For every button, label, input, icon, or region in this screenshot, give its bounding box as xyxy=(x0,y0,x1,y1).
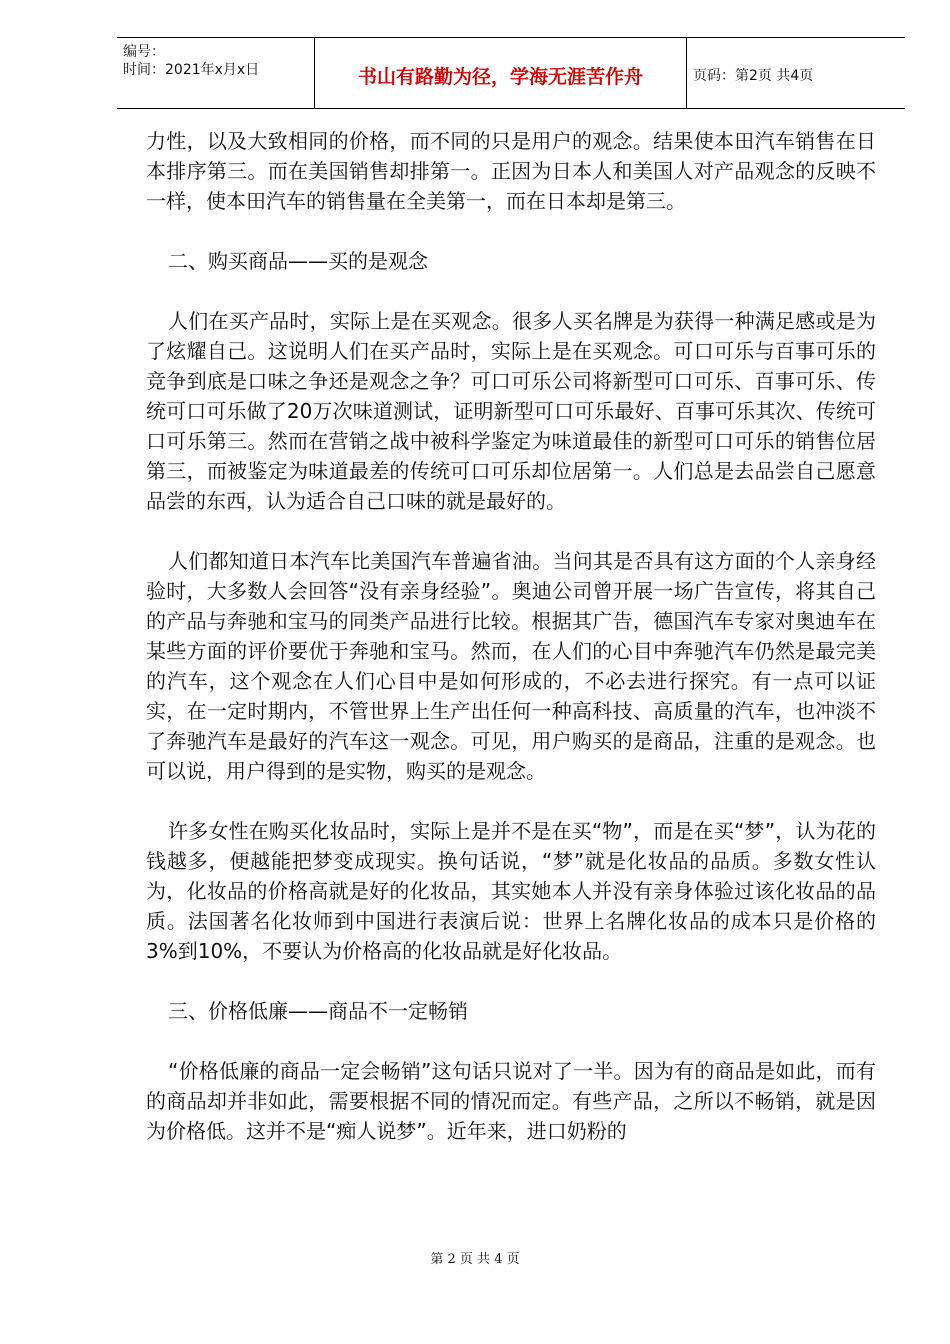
header-page-cell xyxy=(687,38,905,108)
body-paragraph: 人们在买产品时，实际上是在买观念。很多人买名牌是为获得一种满足感或是为了炫耀自己。这说明人们在买产品时，实际上是在买观念。可口可乐与百事可乐的竞争到底是口味之争还是观念之争？可口可乐公司将新型可口可乐、百事可乐、传统可口可乐做了20万次味道测试，证明新型可口可乐最好、百事可乐其次、传统可口可乐第三。然而在营销之战中被科学鉴定为味道最佳的新型可口可乐的销售位居第三，而被鉴定为味道最差的传统可口可乐却位居第一。人们总是去品尝自己愿意品尝的东西，认为适合自己口味的就是最好的。 xyxy=(146,309,876,513)
document-body xyxy=(146,126,876,1146)
serial-number-label: 编号： xyxy=(123,44,165,60)
section-heading: 二、购买商品——买的是观念 xyxy=(168,249,428,273)
body-paragraph: “价格低廉的商品一定会畅销”这句话只说对了一半。因为有的商品是如此，而有的商品却并非如此，需要根据不同的情况而定。有些产品，之所以不畅销，就是因为价格低。这并不是“痴人说梦”。近年来，进口奶粉的 xyxy=(146,1059,876,1143)
header-meta-cell xyxy=(117,38,315,108)
body-paragraph: 许多女性在购买化妆品时，实际上是并不是在买“物”，而是在买“梦”，认为花的钱越多，便越能把梦变成现实。换句话说，“梦”就是化妆品的品质。多数女性认为，化妆品的价格高就是好的化妆品，其实她本人并没有亲身体验过该化妆品的品质。法国著名化妆师到中国进行表演后说：世界上名牌化妆品的成本只是价格的3%到10%，不要认为价格高的化妆品就是好化妆品。 xyxy=(146,819,876,963)
body-paragraph: 人们都知道日本汽车比美国汽车普遍省油。当问其是否具有这方面的个人亲身经验时，大多数人会回答“没有亲身经验”。奥迪公司曾开展一场广告宣传，将其自己的产品与奔驰和宝马的同类产品进行比较。根据其广告，德国汽车专家对奥迪车在某些方面的评价要优于奔驰和宝马。然而，在人们的心目中奔驰汽车仍然是最完美的汽车，这个观念在人们心目中是如何形成的，不必去进行探究。有一点可以证实，在一定时期内，不管世界上生产出任何一种高科技、高质量的汽车，也冲淡不了奔驰汽车是最好的汽车这一观念。可见，用户购买的是商品，注重的是观念。也可以说，用户得到的是实物，购买的是观念。 xyxy=(146,549,876,783)
page-info: 页码：第2页 共4页 xyxy=(693,68,814,84)
body-paragraph: 力性，以及大致相同的价格，而不同的只是用户的观念。结果使本田汽车销售在日本排序第三。而在美国销售却排第一。正因为日本人和美国人对产品观念的反映不一样，使本田汽车的销售量在全美第一，而在日本却是第三。 xyxy=(146,129,876,213)
time-label: 时间：2021年x月x日 xyxy=(123,62,260,78)
motto: 书山有路勤为径，学海无涯苦作舟 xyxy=(357,66,643,88)
header-motto-cell xyxy=(315,38,687,108)
section-heading: 三、价格低廉——商品不一定畅销 xyxy=(168,999,468,1023)
page-footer: 第 2 页 共 4 页 xyxy=(430,1252,520,1267)
page-header xyxy=(117,37,905,109)
